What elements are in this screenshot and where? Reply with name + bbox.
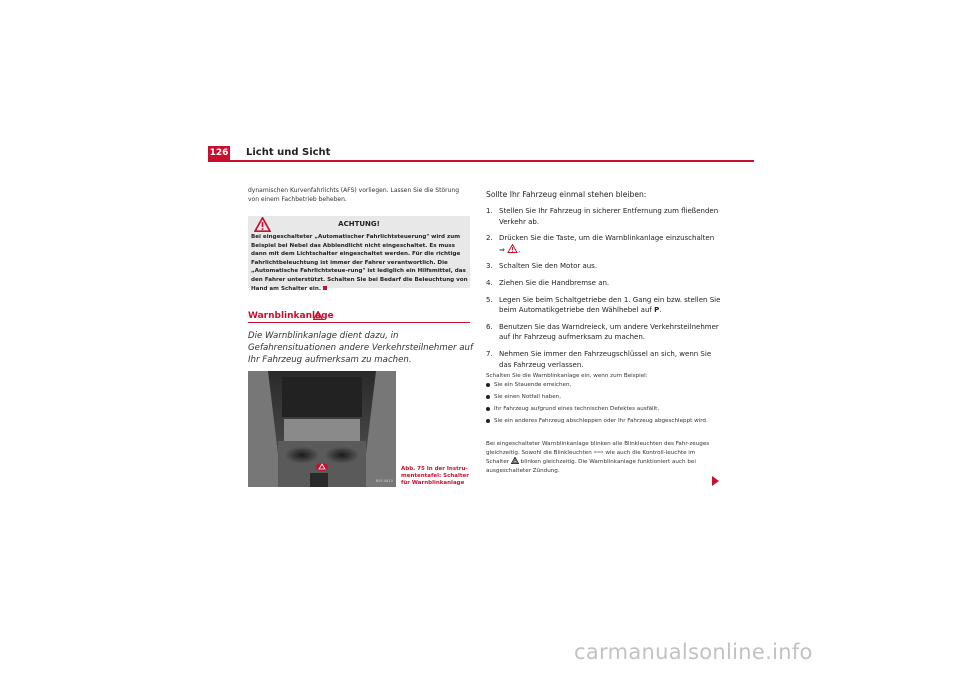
step-number: 5. bbox=[486, 295, 493, 304]
step-text: Nehmen Sie immer den Fahrzeugschlüssel an sich, wenn Sie das Fahrzeug verlassen. bbox=[499, 350, 712, 369]
step-number: 6. bbox=[486, 322, 493, 331]
step-text: Ziehen Sie die Handbremse an. bbox=[499, 279, 610, 288]
warning-box bbox=[248, 216, 470, 292]
list-item: 5. Legen Sie beim Schaltgetriebe den 1. Gang ein bzw. stellen Sie beim Automatikgetriebe den Wählhebel auf P. bbox=[486, 295, 721, 315]
warning-title: ACHTUNG! bbox=[338, 220, 380, 228]
next-page-arrow-icon bbox=[712, 476, 719, 486]
figure-hazard-switch bbox=[248, 371, 396, 487]
hazard-triangle-icon bbox=[511, 457, 519, 464]
figure-caption: Abb. 75 In der Instru-mententafel: Schalter für Warnblinkanlage bbox=[401, 466, 469, 486]
steps-list bbox=[486, 206, 722, 376]
step-text: Legen Sie beim Schaltgetriebe den 1. Gang ein bzw. stellen Sie beim Automatikgetriebe den Wählhebel auf bbox=[499, 295, 721, 315]
warning-body: Bei eingeschalteter „Automatischer Fahrlichtsteuerung" wird zum Beispiel bei Nebel das Abblendlicht nicht eingeschaltet. Es muss dann mit dem Lichtschalter eingeschaltet werden. Für die richtige Fahrlichtbeleuchtung ist immer der Fahrer verantwortlich. Die „Automatische Fahrlichtsteue-rung" ist lediglich ein Hilfsmittel, das den Fahrer unterstützt. Schalten Sie bei Bedarf die Beleuchtung von Hand am Schalter ein. bbox=[251, 234, 468, 292]
list-item bbox=[486, 261, 722, 272]
header-rule bbox=[208, 160, 754, 162]
final-text-b: wie auch die Kontroll-leuchte im Schalter bbox=[486, 449, 696, 465]
list-item: Sie ein anderes Fahrzeug abschleppen oder Ihr Fahrzeug abgeschleppt wird. bbox=[486, 417, 716, 426]
warning-text bbox=[251, 233, 468, 293]
xref-arrow: ⇒ bbox=[499, 245, 505, 254]
step-text: Drücken Sie die Taste, um die Warnblinkanlage einzuschalten bbox=[499, 234, 715, 243]
final-text-a: Bei eingeschalteter Warnblinkanlage blinken alle Blinkleuchten des Fahr-zeuges gleichzeitig. Sowohl die Blinkleuchten bbox=[486, 441, 710, 456]
step-number: 1. bbox=[486, 207, 493, 215]
section-lead: Die Warnblinkanlage dient dazu, in Gefahrensituationen andere Verkehrsteilnehmer auf Ihr Fahrzeug aufmerksam zu machen. bbox=[248, 331, 474, 365]
list-item bbox=[486, 206, 722, 227]
list-item bbox=[486, 322, 722, 343]
gear-position: P bbox=[654, 306, 660, 315]
step-number: 7. bbox=[486, 350, 493, 359]
turn-signal-right-icon: ⇨ bbox=[598, 448, 604, 456]
step-text: Benutzen Sie das Warndreieck, um andere Verkehrsteilnehmer auf Ihr Fahrzeug aufmerksam zu machen. bbox=[499, 322, 719, 342]
turn-signal-left-icon: ⇦ bbox=[593, 448, 599, 456]
bullets-list bbox=[486, 381, 716, 429]
step-text: Stellen Sie Ihr Fahrzeug in sicherer Entfernung zum fließenden Verkehr ab. bbox=[499, 207, 719, 226]
final-paragraph bbox=[486, 440, 716, 475]
watermark: carmanualsonline.info bbox=[574, 640, 813, 664]
end-marker-icon bbox=[323, 286, 327, 290]
step-text: Schalten Sie den Motor aus. bbox=[499, 262, 598, 271]
section-title: Warnblinkanlage bbox=[248, 311, 334, 321]
page-header-title: Licht und Sicht bbox=[246, 147, 331, 158]
step-number: 2. bbox=[486, 234, 493, 243]
list-item bbox=[486, 278, 722, 289]
steps-intro: Sollte Ihr Fahrzeug einmal stehen bleiben: bbox=[486, 190, 647, 199]
list-item: Sie ein Stauende erreichen, bbox=[486, 381, 716, 390]
list-item bbox=[486, 349, 722, 370]
step-number: 4. bbox=[486, 279, 493, 288]
intro-paragraph: dynamischen Kurvenfahrlichts (AFS) vorliegen. Lassen Sie die Störung von einem Fachbetrieb beheben. bbox=[248, 187, 460, 203]
center-console-image bbox=[248, 371, 396, 487]
section-rule bbox=[248, 322, 470, 323]
list-item: Sie einen Notfall haben, bbox=[486, 393, 716, 402]
list-item: 2. Drücken Sie die Taste, um die Warnblinkanlage einzuschalten ⇒ . bbox=[486, 234, 715, 254]
page-number: 126 bbox=[209, 148, 229, 158]
bullets-intro: Schalten Sie die Warnblinkanlage ein, wenn zum Beispiel: bbox=[486, 373, 648, 379]
final-text-c: blinken gleichzeitig. Die Warnblinkanlage funktioniert auch bei ausgeschalteter Zündung. bbox=[486, 459, 696, 474]
warning-triangle-icon bbox=[507, 244, 518, 253]
step-number: 3. bbox=[486, 262, 493, 271]
hazard-triangle-icon bbox=[313, 311, 323, 320]
figure-code: B5P-0610 bbox=[375, 479, 393, 483]
list-item: Ihr Fahrzeug aufgrund eines technischen Defektes ausfällt, bbox=[486, 405, 716, 414]
